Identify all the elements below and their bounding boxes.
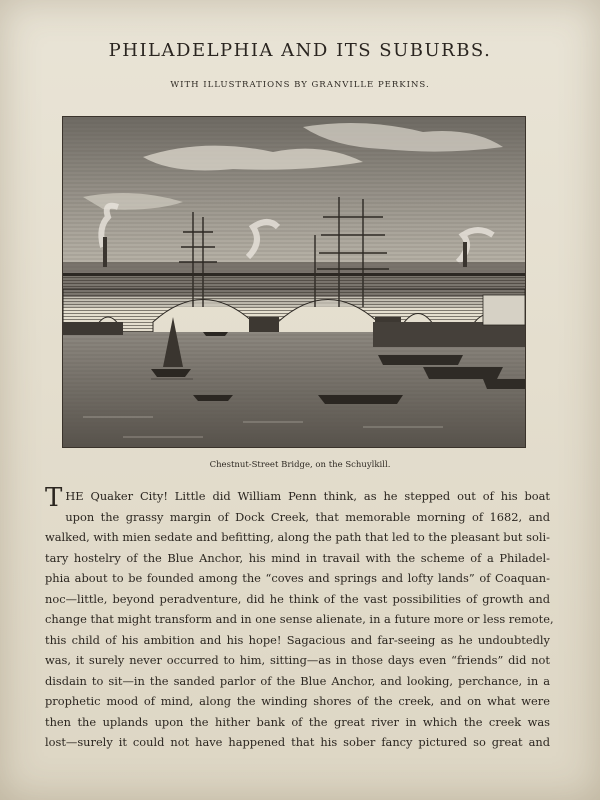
text-line: walked, with mien sedate and befitting, along the path that led to the pleasant but soli- bbox=[45, 530, 550, 544]
text-line: lost—surely it could not have happened that his sober fancy pictured so great and bbox=[45, 735, 550, 749]
body-text bbox=[45, 483, 554, 753]
barge bbox=[423, 367, 503, 379]
text-line: change that might transform and in one sense alienate, in a future more or less remote, bbox=[45, 612, 554, 626]
page-title: PHILADELPHIA AND ITS SUBURBS. bbox=[108, 40, 492, 61]
text-line: disdain to sit—in the sanded parlor of the Blue Anchor, and looking, perchance, in a bbox=[45, 673, 550, 688]
engraving-bridge-illustration bbox=[63, 117, 525, 447]
text-line: was, it surely never occurred to him, sitting—as in those days even “friends” did not bbox=[45, 653, 550, 667]
text-line: this child of his ambition and his hope! Sagacious and far-seeing as he undoubtedly bbox=[45, 632, 550, 647]
sailboat-hull bbox=[151, 369, 191, 377]
text-line: upon the grassy margin of Dock Creek, that memorable morning of 1682, and bbox=[65, 509, 550, 524]
drop-cap: T bbox=[45, 483, 63, 513]
bridge-deck bbox=[63, 275, 525, 289]
page-subtitle: WITH ILLUSTRATIONS BY GRANVILLE PERKINS. bbox=[170, 80, 430, 90]
text-line: tary hostelry of the Blue Anchor, his mind in travail with the scheme of a Philadel- bbox=[45, 550, 550, 565]
wharf bbox=[373, 322, 525, 347]
text-line: prophetic mood of mind, along the winding shores of the creek, and on what were bbox=[45, 694, 550, 708]
rowboat bbox=[193, 395, 233, 401]
text-line: phia about to be founded among the “coves and springs and lofty lands” of Coaquan- bbox=[45, 571, 550, 585]
text-line: HE Quaker City! Little did William Penn think, as he stepped out of his boat bbox=[65, 489, 550, 503]
text-line: noc—little, beyond peradventure, did he think of the vast possibilities of growth and bbox=[45, 591, 550, 606]
barge bbox=[378, 355, 463, 365]
illustration-caption: Chestnut-Street Bridge, on the Schuylkill. bbox=[209, 460, 391, 470]
rowboat bbox=[318, 395, 403, 404]
text-line: then the uplands upon the hither bank of the great river in which the creek was bbox=[45, 714, 550, 729]
bridge-engraving bbox=[62, 116, 526, 448]
